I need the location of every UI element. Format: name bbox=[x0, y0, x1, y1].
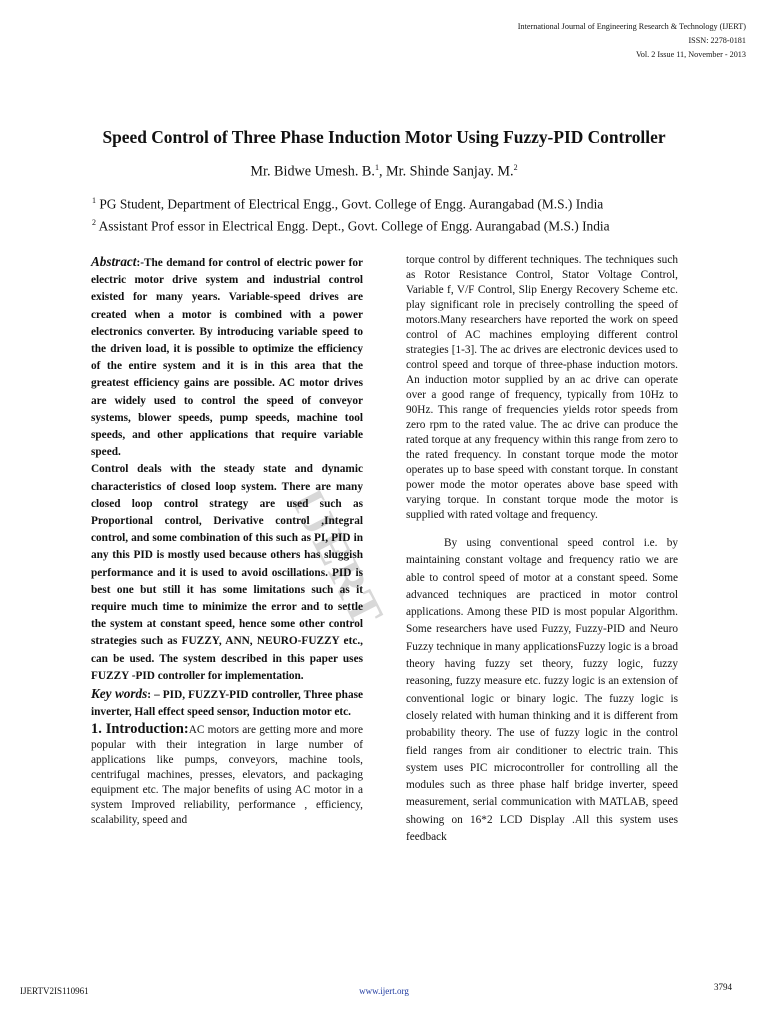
keywords-label: Key words bbox=[91, 686, 148, 702]
right-column bbox=[406, 253, 678, 846]
author-1: Mr. Bidwe Umesh. B. bbox=[250, 163, 375, 180]
journal-issn: ISSN: 2278-0181 bbox=[688, 36, 746, 45]
intro-heading: 1. Introduction: bbox=[91, 721, 189, 738]
affiliation-2-sup: 2 bbox=[92, 218, 96, 227]
journal-volume: Vol. 2 Issue 11, November - 2013 bbox=[635, 50, 746, 59]
intro-paragraph bbox=[91, 722, 363, 828]
abstract-separator: :- bbox=[136, 257, 144, 269]
author-2-sup: 2 bbox=[513, 163, 518, 172]
watermark: IJERT bbox=[281, 480, 395, 637]
journal-name: International Journal of Engineering Research & Technology (IJERT) bbox=[517, 22, 746, 31]
footer-paper-id: IJERTV2IS110961 bbox=[20, 986, 89, 996]
left-column bbox=[91, 253, 363, 828]
right-paragraph-1: torque control by different techniques. The techniques such as Rotor Resistance Control, Stator Voltage Control, Variable f, V/F Control, Slip Energy Recovery Scheme etc. play significant role in precisely controlling the speed of motors.Many researchers have reported the work on speed control of AC machines employing different control strategies [1-3]. The ac drives are electronic devices used to control speed and torque of three-phase induction motors. An induction motor supplied by an ac drive can operate over a good range of frequency, typically from 10Hz to 90Hz. This range of frequencies yields rotor speeds from zero rpm to the rated value. The ac drive can produce the rated torque at any frequency within this range from zero to the rated frequency. In constant torque mode the motor operates up to base speed with constant torque. In constant power mode the motor operates above base speed with varying torque. In constant torque mode the motor is supplied with rated voltage and frequency. bbox=[406, 254, 678, 521]
affiliation-1-sup: 1 bbox=[92, 196, 96, 205]
right-paragraph-2: By using conventional speed control i.e. by maintaining constant voltage and frequency ratio we are able to control speed of motor at a constant speed. Some advanced techniques are practiced in motor control applications. Among these PID is most popular Algorithm. Some researchers have used Fuzzy, Fuzzy-PID and Neuro Fuzzy technique in many applicationsFuzzy logic is a broad theory having fuzzy set theory, fuzzy logic, fuzzy reasoning, fuzzy measure etc. fuzzy logic is an extension of conventional logic or binary logic. The fuzzy logic is closely related with human thinking and it is different from probability theory. The use of fuzzy logic in the control field ranges from air conditioner to electric train. This system uses PIC microcontroller for controlling all the modules such as three phase half bridge inverter, speed measurement, serial communication with MATLAB, speed showing on 16*2 LCD Display .All this system uses feedback bbox=[406, 537, 678, 844]
abstract-paragraph-1 bbox=[91, 253, 363, 461]
author-separator: , bbox=[378, 163, 387, 180]
paper-title: Speed Control of Three Phase Induction Motor Using Fuzzy-PID Controller bbox=[102, 127, 666, 147]
keywords-text: PID, FUZZY-PID controller, Three phase inverter, Hall effect speed sensor, Induction motor etc. bbox=[91, 689, 363, 719]
abstract-text-1: The demand for control of electric power for electric motor drive system and industrial control existed for many years. Variable-speed drives are created when a motor is combined with a power electronics converter. By introducing variable speed to the driven load, it is possible to optimize the efficiency of the entire system and it is in this area that the greatest efficiency gains are possible. AC motor drives are widely used to control the speed of conveyor systems, blower speeds, pump speeds, machine tool speeds, and other applications that require variable speed. bbox=[91, 257, 363, 459]
keywords-separator: : – bbox=[147, 689, 163, 702]
author-line bbox=[0, 163, 768, 181]
footer-website-link[interactable]: www.ijert.org bbox=[359, 986, 409, 996]
author-2: Mr. Shinde Sanjay. M. bbox=[386, 163, 514, 180]
affiliation-1-text: PG Student, Department of Electrical Engg., Govt. College of Engg. Aurangabad (M.S.) India bbox=[96, 196, 604, 212]
footer-page-number: 3794 bbox=[714, 982, 732, 992]
affiliation-2-text: Assistant Prof essor in Electrical Engg. Dept., Govt. College of Engg. Aurangabad (M.S.) India bbox=[96, 218, 610, 234]
affiliation-2 bbox=[92, 218, 610, 234]
affiliation-1 bbox=[92, 196, 603, 212]
author-1-sup: 1 bbox=[374, 163, 379, 172]
keywords-paragraph bbox=[91, 685, 363, 721]
abstract-label: Abstract bbox=[91, 254, 137, 269]
journal-header bbox=[518, 20, 746, 62]
intro-text: AC motors are getting more and more popular with their integration in large number of applications like pumps, conveyors, machine tools, centrifugal machines, presses, elevators, and packaging equipment etc. The major benefits of using AC motor in a system Improved reliability, performance , efficiency, scalability, speed and bbox=[91, 724, 363, 827]
abstract-paragraph-2: Control deals with the steady state and dynamic characteristics of closed loop system. There are many closed loop control strategy are used such as Proportional control, Derivative control ,Integral control, and some combination of this such as PI, PID in any this PID is mostly used because others has sluggish performance and it is used to avoid oscillations. PID is best one but still it has some limitations such as it require much time to minimize the error and to settle the system at constant speed, hence some other control strategies such as FUZZY, ANN, NEURO-FUZZY etc., can be used. The system described in this paper uses FUZZY -PID controller for implementation. bbox=[91, 463, 363, 682]
